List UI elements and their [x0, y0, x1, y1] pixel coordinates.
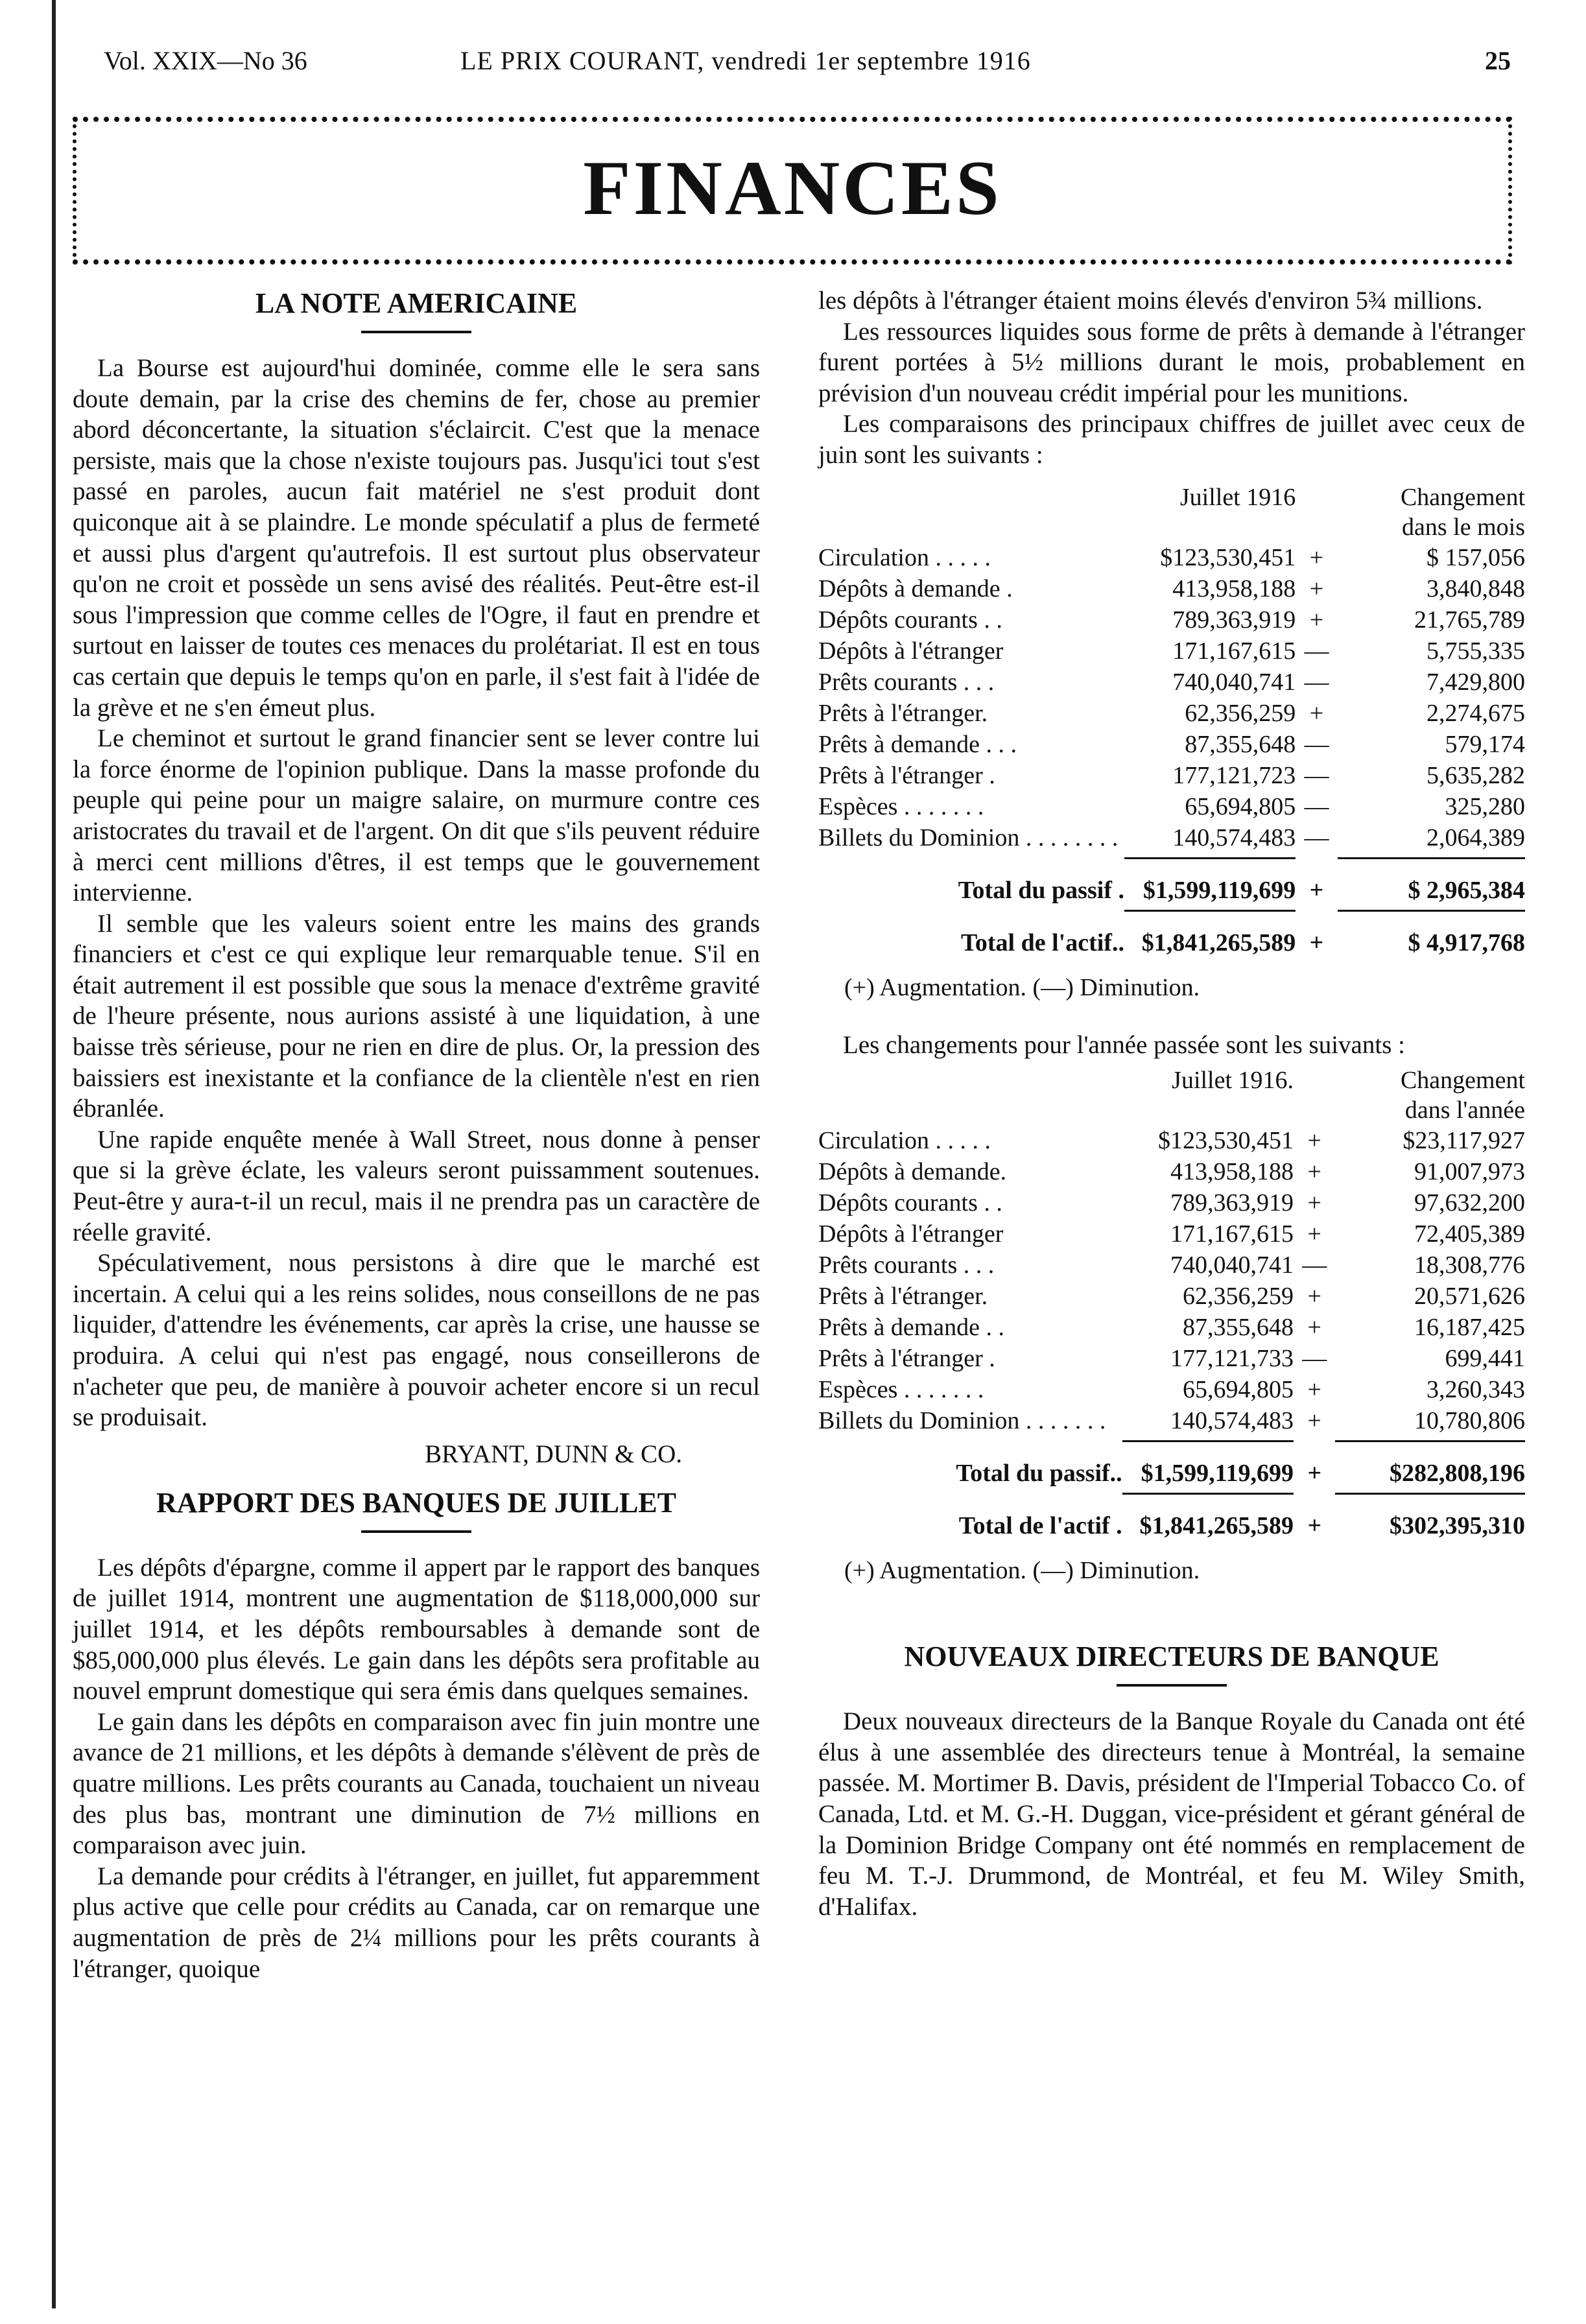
column-header-value: Juillet 1916 — [1179, 483, 1296, 511]
table-row — [818, 667, 1525, 698]
row-label: Dépôts à demande . — [818, 575, 1013, 602]
row-value: $123,530,451 — [1160, 543, 1296, 571]
row-change: 7,429,800 — [1426, 668, 1525, 696]
row-value: 413,958,188 — [1170, 1158, 1294, 1186]
sum-rule — [1122, 1440, 1294, 1442]
row-value: 140,574,483 — [1172, 824, 1296, 851]
row-change: 10,780,806 — [1414, 1407, 1525, 1435]
section-banner — [73, 117, 1512, 265]
sum-rule — [1122, 1493, 1294, 1495]
row-change: 97,632,200 — [1414, 1189, 1525, 1217]
article-continuation: les dépôts à l'étranger étaient moins élevés d'environ 5¾ millions. — [818, 287, 1483, 314]
left-column — [73, 285, 760, 1984]
table-row — [818, 1156, 1525, 1187]
row-label: Circulation . . . . . — [818, 1127, 991, 1155]
total-label: Total de l'actif.. — [961, 929, 1124, 956]
row-label: Billets du Dominion . . . . . . . — [818, 1407, 1106, 1435]
row-label: Prêts courants . . . — [818, 668, 995, 696]
total-sign: + — [1309, 929, 1324, 956]
table-row — [818, 1187, 1525, 1218]
row-sign: — — [1304, 824, 1329, 851]
row-label: Dépôts à l'étranger — [818, 1220, 1004, 1248]
row-label: Prêts à demande . . . — [818, 730, 1017, 758]
row-sign: + — [1307, 1220, 1321, 1248]
row-change: 325,280 — [1445, 792, 1525, 820]
article-paragraph: Les dépôts d'épargne, comme il appert par le rapport des banques de juillet 1914, montrent une augmentation de $118,000,000 sur juillet 1914, et les dépôts remboursables à demande sont de $85,000,000 plus élevés. Le gain dans les dépôts sera profitable au nouvel emprunt domestique qui sera émis dans quelques semaines. — [73, 1553, 760, 1705]
row-change: $ 157,056 — [1426, 543, 1525, 571]
table-row — [818, 760, 1525, 791]
heading-rule — [361, 1530, 471, 1533]
row-value: 62,356,259 — [1185, 699, 1296, 727]
article-paragraph: Spéculativement, nous persistons à dire que le marché est incertain. A celui qui a les reins solides, nous conseillons de ne pas liquider, d'attendre les événements, car après la crise, une hausse se produira. A celui qui n'est pas engagé, nous conseillerons de n'acheter que peu, de manière à pouvoir acheter encore si un recul se produisait. — [73, 1249, 760, 1432]
table-row — [818, 822, 1525, 853]
row-sign: + — [1307, 1283, 1321, 1310]
article-paragraph: Le gain dans les dépôts en comparaison avec fin juin montre une avance de 21 millions, et les dépôts à demande s'élèvent de près de quatre millions. Les prêts courants au Canada, touchaient un niveau des plus bas, montrant une diminution de 7½ millions en comparaison avec juin. — [73, 1707, 760, 1860]
row-label: Billets du Dominion . . . . . . . . — [818, 824, 1118, 851]
running-header — [97, 39, 1511, 84]
heading-rule — [361, 331, 471, 333]
table-header-row — [818, 1065, 1525, 1125]
row-change: 72,405,389 — [1414, 1220, 1525, 1248]
article-heading-nouveaux-directeurs: NOUVEAUX DIRECTEURS DE BANQUE — [904, 1641, 1439, 1673]
row-value: 789,363,919 — [1172, 606, 1296, 634]
row-value: 87,355,648 — [1183, 1314, 1294, 1342]
table-row — [818, 1250, 1525, 1281]
total-rule-row — [818, 1436, 1525, 1446]
row-value: 740,040,741 — [1170, 1251, 1294, 1279]
row-sign: + — [1309, 575, 1324, 602]
total-label: Total du passif . — [958, 876, 1124, 904]
article-paragraph: Les comparaisons des principaux chiffres de juillet avec ceux de juin sont les suivants : — [818, 410, 1525, 469]
row-label: Dépôts courants . . — [818, 1189, 1002, 1217]
row-sign: + — [1307, 1376, 1321, 1404]
row-value: 740,040,741 — [1172, 668, 1296, 696]
row-sign: + — [1307, 1407, 1321, 1435]
total-value: $1,599,119,699 — [1141, 1460, 1294, 1488]
table-row — [818, 542, 1525, 573]
column-header-change-line2: dans l'année — [1404, 1097, 1525, 1124]
row-label: Espèces . . . . . . . — [818, 792, 984, 820]
yearly-table-body — [818, 1125, 1525, 1541]
total-value: $1,841,265,589 — [1141, 929, 1296, 956]
table-header-row — [818, 482, 1525, 542]
total-value: $1,599,119,699 — [1142, 876, 1296, 904]
row-sign: — — [1302, 1251, 1327, 1279]
table-legend: (+) Augmentation. (—) Diminution. — [844, 973, 1200, 1001]
total-sign: + — [1309, 876, 1324, 904]
right-column — [818, 285, 1525, 1922]
column-header-change — [1335, 1065, 1525, 1125]
row-sign: + — [1307, 1127, 1321, 1155]
sum-rule — [1124, 857, 1296, 859]
row-label: Circulation . . . . . — [818, 543, 991, 571]
monthly-table-body — [818, 542, 1525, 958]
column-header-change-line1: Changement — [1400, 1067, 1525, 1095]
row-sign: + — [1307, 1189, 1321, 1217]
article-heading-rapport-banques: RAPPORT DES BANQUES DE JUILLET — [156, 1486, 677, 1519]
row-sign: + — [1307, 1158, 1321, 1186]
row-value: 65,694,805 — [1183, 1376, 1294, 1404]
row-label: Prêts à l'étranger. — [818, 699, 988, 727]
monthly-bank-table — [818, 482, 1525, 958]
sum-rule — [1124, 910, 1296, 912]
row-label: Prêts à l'étranger. — [818, 1283, 988, 1310]
row-change: 20,571,626 — [1414, 1283, 1525, 1310]
table-row — [818, 729, 1525, 760]
row-value: 177,121,723 — [1172, 761, 1296, 789]
row-change: 5,755,335 — [1426, 637, 1525, 665]
table-legend: (+) Augmentation. (—) Diminution. — [844, 1557, 1200, 1585]
yearly-bank-table — [818, 1065, 1525, 1541]
row-label: Prêts courants . . . — [818, 1251, 995, 1279]
table-row — [818, 1281, 1525, 1312]
total-actif-row — [818, 916, 1525, 958]
row-sign: — — [1304, 730, 1329, 758]
row-change: 21,765,789 — [1414, 606, 1525, 634]
table-row — [818, 1312, 1525, 1343]
table-row — [818, 791, 1525, 822]
row-value: 789,363,919 — [1170, 1189, 1294, 1217]
table-row — [818, 1218, 1525, 1250]
article-signature: BRYANT, DUNN & CO. — [425, 1440, 682, 1468]
article-paragraph: Il semble que les valeurs soient entre les mains des grands financiers et c'est ce qui explique leur remarquable tenue. S'il en était autrement il est possible que sous la menace d'extrême gravité de l'heure présente, nous aurions assisté à une liquidation, à une baisse très sérieuse, pour ne rien en dire de plus. Or, la pression des baissiers est inexistante et la confiance de la clientèle n'est en rien ébranlée. — [73, 909, 760, 1123]
column-header-value: Juillet 1916. — [1172, 1067, 1294, 1095]
row-label: Dépôts courants . . — [818, 606, 1002, 634]
table-row — [818, 604, 1525, 635]
row-sign: — — [1304, 668, 1329, 696]
table-row — [818, 635, 1525, 667]
row-sign: + — [1309, 606, 1324, 634]
total-rule-row — [818, 906, 1525, 916]
row-change: 16,187,425 — [1414, 1314, 1525, 1342]
article-paragraph: Les ressources liquides sous forme de prêts à demande à l'étranger furent portées à 5½ millions durant le mois, probablement en prévision d'un nouveau crédit impérial pour les munitions. — [818, 317, 1525, 407]
row-sign: + — [1309, 699, 1324, 727]
total-sign: + — [1307, 1460, 1322, 1488]
volume-number: Vol. XXIX—No 36 — [104, 46, 307, 75]
total-change: $ 4,917,768 — [1408, 929, 1525, 956]
sum-rule — [1338, 910, 1525, 912]
total-passif-row — [818, 1446, 1525, 1489]
row-value: 177,121,733 — [1170, 1345, 1294, 1373]
row-sign: — — [1302, 1345, 1327, 1373]
total-change: $302,395,310 — [1390, 1512, 1525, 1540]
row-change: 699,441 — [1445, 1345, 1525, 1373]
table-row — [818, 1374, 1525, 1405]
row-value: 171,167,615 — [1170, 1220, 1294, 1248]
total-label: Total de l'actif . — [958, 1512, 1122, 1540]
total-actif-row — [818, 1499, 1525, 1541]
row-value: 171,167,615 — [1172, 637, 1296, 665]
row-value: 413,958,188 — [1172, 575, 1296, 602]
row-value: 140,574,483 — [1170, 1407, 1294, 1435]
page-edge-rule — [52, 0, 56, 2308]
column-header-change-line1: Changement — [1400, 483, 1525, 511]
sum-rule — [1338, 857, 1525, 859]
total-sign: + — [1307, 1512, 1322, 1540]
row-label: Espèces . . . . . . . — [818, 1376, 984, 1404]
table-row — [818, 1343, 1525, 1374]
row-sign: — — [1304, 792, 1329, 820]
row-sign: + — [1309, 543, 1324, 571]
row-label: Prêts à l'étranger . — [818, 761, 995, 789]
table-row — [818, 698, 1525, 729]
row-label: Prêts à demande . . — [818, 1314, 1005, 1342]
article-paragraph: Deux nouveaux directeurs de la Banque Royale du Canada ont été élus à une assemblée des directeurs tenue à Montréal, la semaine passée. M. Mortimer B. Davis, président de l'Imperial Tobacco Co. of Canada, Ltd. et M. G.-H. Duggan, vice-président et gérant général de la Dominion Bridge Company ont été nommés en remplacement de feu M. T.-J. Drummond, de Montréal, et feu M. Wiley Smith, d'Halifax. — [818, 1707, 1525, 1921]
article-heading-note-americaine: LA NOTE AMERICAINE — [255, 287, 578, 319]
row-sign: — — [1304, 761, 1329, 789]
row-change: 2,064,389 — [1426, 824, 1525, 851]
heading-rule — [1117, 1684, 1227, 1687]
column-header-change-line2: dans le mois — [1402, 513, 1525, 541]
banner-title: FINANCES — [583, 145, 1002, 231]
article-paragraph: Le cheminot et surtout le grand financier sent se lever contre lui la force énorme de l'opinion publique. Dans la masse profonde du peuple qui peine pour un maigre salaire, on murmure contre ces aristocrates du travail et de l'argent. On dit que s'ils peuvent réduire à merci cent millions d'êtres, il est temps que le gouvernement intervienne. — [73, 724, 760, 907]
total-value: $1,841,265,589 — [1139, 1512, 1294, 1540]
column-header-change — [1338, 482, 1525, 542]
row-sign: — — [1304, 637, 1329, 665]
page-number: 25 — [1485, 46, 1511, 75]
publication-title-date: LE PRIX COURANT, vendredi 1er septembre 1916 — [460, 46, 1031, 75]
total-passif-row — [818, 863, 1525, 906]
row-change: 579,174 — [1445, 730, 1525, 758]
row-change: 2,274,675 — [1426, 699, 1525, 727]
row-label: Dépôts à demande. — [818, 1158, 1007, 1186]
row-value: 62,356,259 — [1183, 1283, 1294, 1310]
row-change: 91,007,973 — [1414, 1158, 1525, 1186]
row-value: 87,355,648 — [1185, 730, 1296, 758]
row-change: 3,260,343 — [1426, 1376, 1525, 1404]
total-label: Total du passif.. — [956, 1460, 1122, 1488]
sum-rule — [1335, 1440, 1525, 1442]
row-label: Prêts à l'étranger . — [818, 1345, 995, 1373]
table-row — [818, 1405, 1525, 1436]
row-change: 5,635,282 — [1426, 761, 1525, 789]
table-row — [818, 573, 1525, 604]
table-row — [818, 1125, 1525, 1156]
row-value: $123,530,451 — [1158, 1127, 1294, 1155]
total-change: $ 2,965,384 — [1408, 876, 1525, 904]
row-value: 65,694,805 — [1185, 792, 1296, 820]
row-change: $23,117,927 — [1403, 1127, 1525, 1155]
total-change: $282,808,196 — [1390, 1460, 1525, 1488]
article-paragraph: La demande pour crédits à l'étranger, en juillet, fut apparemment plus active que celle pour crédits au Canada, car on remarque une augmentation de près de 2¼ millions pour les prêts courants à l'étranger, quoique — [73, 1862, 760, 1983]
article-paragraph: Les changements pour l'année passée sont les suivants : — [843, 1030, 1405, 1059]
total-rule-row — [818, 1489, 1525, 1499]
row-change: 18,308,776 — [1414, 1251, 1525, 1279]
article-paragraph: La Bourse est aujourd'hui dominée, comme elle le sera sans doute demain, par la crise des chemins de fer, chose au premier abord déconcertante, la situation s'éclaircit. C'est que la menace persiste, mais que la chose n'existe toujours pas. Jusqu'ici tout s'est passé en paroles, aucun fait matériel ne s'est produit dont quiconque ait à se plaindre. Le monde spéculatif a plus de fermeté et aussi plus d'argent qu'autrefois. Il est surtout plus observateur qu'on ne croit et possède un sens avisé des réalités. Peut-être est-il sous l'impression que comme celles de l'Ogre, il faut en prendre et surtout en laisser de toutes ces menaces du prolétariat. Il est en tous cas certain que depuis le temps qu'on en parle, il s'est fait à l'idée de la grève et ne s'en émeut plus. — [73, 354, 760, 722]
row-change: 3,840,848 — [1426, 575, 1525, 602]
row-label: Dépôts à l'étranger — [818, 637, 1004, 665]
article-paragraph: Une rapide enquête menée à Wall Street, nous donne à penser que si la grève éclate, les valeurs seront puissamment soutenues. Peut-être y aura-t-il un recul, mais il ne prendra pas un caractère de réelle gravité. — [73, 1125, 760, 1246]
sum-rule — [1335, 1493, 1525, 1495]
row-sign: + — [1307, 1314, 1321, 1342]
total-rule-row — [818, 853, 1525, 863]
